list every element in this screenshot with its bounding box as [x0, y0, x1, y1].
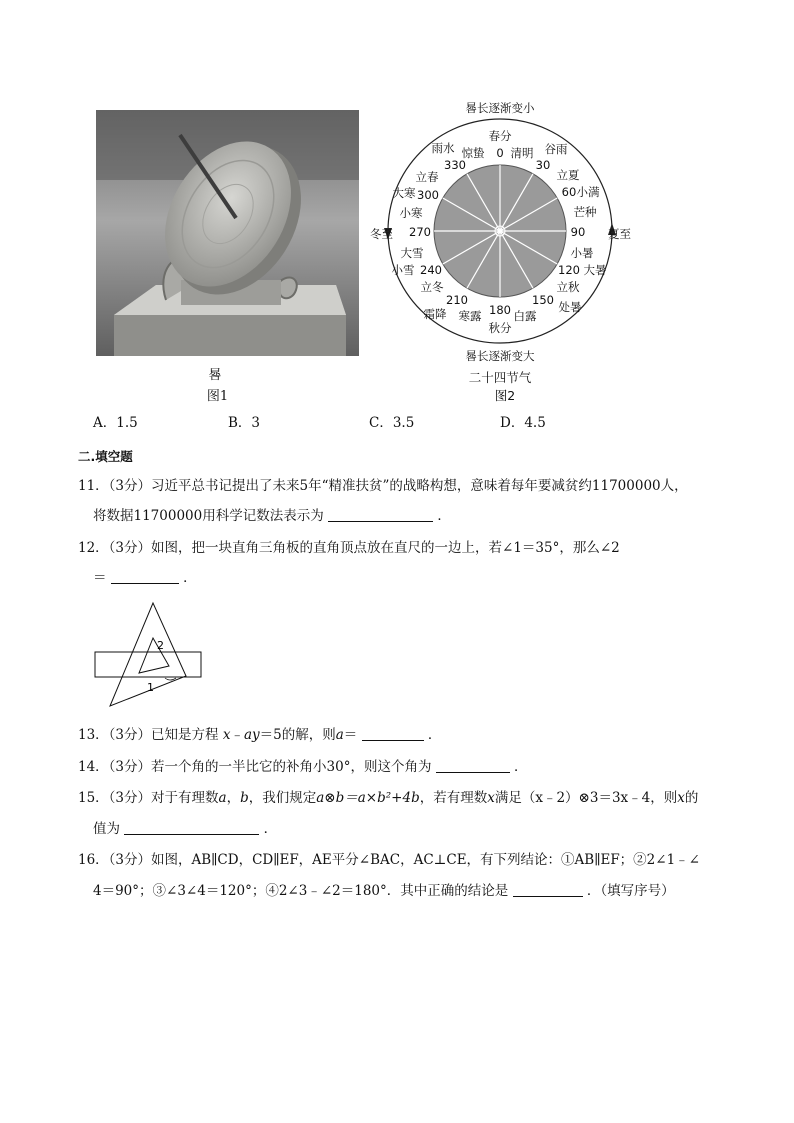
q11-answer-blank[interactable]	[328, 507, 433, 522]
term-label: 雨水	[431, 141, 455, 155]
option-b: B．3	[228, 415, 261, 431]
q15-answer-blank[interactable]	[124, 820, 259, 835]
q15-var-b: b	[240, 790, 249, 806]
q13-minus: ﹣	[230, 727, 244, 743]
sundial-drawing	[96, 110, 359, 356]
option-a: A．1.5	[93, 415, 138, 431]
term-label: 立秋	[556, 280, 580, 294]
term-label: 大雪	[400, 246, 424, 260]
q14	[78, 758, 528, 776]
q13-mid: 是方程	[178, 727, 219, 743]
term-label: 白露	[513, 309, 537, 323]
term-label: 处暑	[558, 300, 582, 314]
term-label: 立春	[415, 170, 439, 184]
q15-var-x: x	[487, 790, 495, 806]
q12-answer-blank[interactable]	[111, 569, 179, 584]
solar-terms-dial	[360, 98, 650, 418]
term-label: 立冬	[420, 280, 444, 294]
term-label: 秋分	[488, 321, 512, 335]
term-label: 谷雨	[544, 142, 568, 156]
term-label: 芒种	[573, 205, 597, 219]
q11-period: ．	[437, 508, 451, 524]
q12-period: ．	[183, 570, 197, 586]
q16-answer-blank[interactable]	[513, 882, 583, 897]
term-label: 清明	[510, 146, 534, 160]
term-label: 小满	[576, 185, 600, 199]
q15-comma: ，	[226, 790, 241, 806]
degree-label: 120	[558, 263, 580, 277]
q13-answer-blank[interactable]	[362, 726, 424, 741]
angle-label-1: 1	[147, 681, 154, 694]
q13-a: a	[335, 727, 344, 743]
degree-label: 210	[446, 293, 468, 307]
q11-line2	[93, 507, 451, 525]
degree-label: 240	[420, 263, 442, 277]
dial-bottom-label: 晷长逐渐变大	[465, 349, 535, 363]
q16-text: 4＝90°；③∠3∠4＝120°；④2∠3﹣∠2＝180°．其中正确的结论是	[93, 883, 509, 899]
degree-label: 180	[489, 303, 511, 317]
q14-period: ．	[514, 759, 528, 775]
q15-definition: a⊗b＝a×b²+4b	[316, 790, 420, 806]
sundial-photo	[96, 110, 359, 356]
term-label: 立夏	[556, 168, 580, 182]
dial-right-label: 夏至	[608, 227, 631, 241]
q11-line1: 11．（3分）习近平总书记提出了未来5年“精准扶贫”的战略构想，意味着每年要减贫约11700000人，	[78, 478, 688, 494]
dial-top-label: 晷长逐渐变小	[465, 101, 535, 115]
q13-equals: ＝	[343, 727, 358, 743]
degree-label: 330	[444, 158, 466, 172]
q13-ay: ay	[243, 727, 260, 743]
q15-text: 值为	[93, 821, 120, 837]
term-label: 大暑	[583, 263, 607, 277]
figure1-label: 图1	[206, 389, 229, 404]
term-label: 霜降	[423, 307, 447, 321]
degree-label: 150	[532, 293, 554, 307]
q16-line1: 16．（3分）如图，AB∥CD，CD∥EF，AE平分∠BAC，AC⊥CE，有下列结论：①AB∥EF；②2∠1﹣∠	[78, 852, 700, 868]
q15-mid2: ，若有理数	[419, 790, 488, 806]
term-label: 惊蛰	[461, 146, 485, 160]
q11-text: 将数据11700000用科学记数法表示为	[93, 508, 324, 524]
q14-answer-blank[interactable]	[436, 758, 510, 773]
figure2-label: 图2	[494, 388, 516, 403]
q15-line1	[78, 789, 698, 807]
degree-label: 60	[561, 185, 577, 199]
q13-eq-end: ＝5的解，则	[259, 727, 336, 743]
degree-label: 270	[409, 225, 431, 239]
ruler-triangle-figure	[90, 600, 210, 710]
option-d: D．4.5	[500, 415, 546, 431]
q15-period: ．	[263, 821, 278, 837]
q15-line2	[93, 820, 277, 838]
q12-line2	[93, 569, 197, 587]
q15-var-a: a	[218, 790, 227, 806]
term-label: 小暑	[570, 246, 594, 260]
degree-label: 30	[535, 158, 551, 172]
q15-condition: 满足（x﹣2）⊗3＝3x﹣4，则	[494, 790, 678, 806]
q15-pre: 15．（3分）对于有理数	[78, 790, 219, 806]
q13-x: x	[222, 727, 231, 743]
q12-eq: ＝	[93, 570, 107, 586]
dial-subtitle: 二十四节气	[468, 370, 532, 385]
term-label: 春分	[488, 129, 512, 143]
q16-line2	[93, 882, 675, 900]
term-label: 寒露	[458, 309, 482, 323]
q14-text: 14．（3分）若一个角的一半比它的补角小30°，则这个角为	[78, 759, 432, 775]
q16-tail: ．（填写序号）	[586, 883, 675, 899]
term-label: 小寒	[399, 206, 423, 220]
q13	[78, 726, 441, 744]
section-title: 二.填空题	[78, 449, 133, 464]
degree-label: 300	[417, 188, 439, 202]
q13-pre: 13．（3分）已知	[78, 727, 179, 743]
degree-label: 90	[570, 225, 586, 239]
photo-caption: 晷	[208, 368, 222, 383]
q13-period: ．	[427, 727, 442, 743]
q12-line1: 12．（3分）如图，把一块直角三角板的直角顶点放在直尺的一边上，若∠1＝35°，那么∠2	[78, 540, 620, 556]
term-label: 小雪	[391, 263, 415, 277]
term-label: 大寒	[392, 186, 416, 200]
q15-var-x2: x	[677, 790, 685, 806]
angle-label-2: 2	[157, 639, 164, 652]
option-c: C．3.5	[369, 415, 415, 431]
q15-mid: ，我们规定	[248, 790, 317, 806]
dial-left-label: 冬至	[370, 227, 393, 241]
q15-tail: 的	[684, 790, 699, 806]
degree-label: 0	[496, 146, 504, 160]
